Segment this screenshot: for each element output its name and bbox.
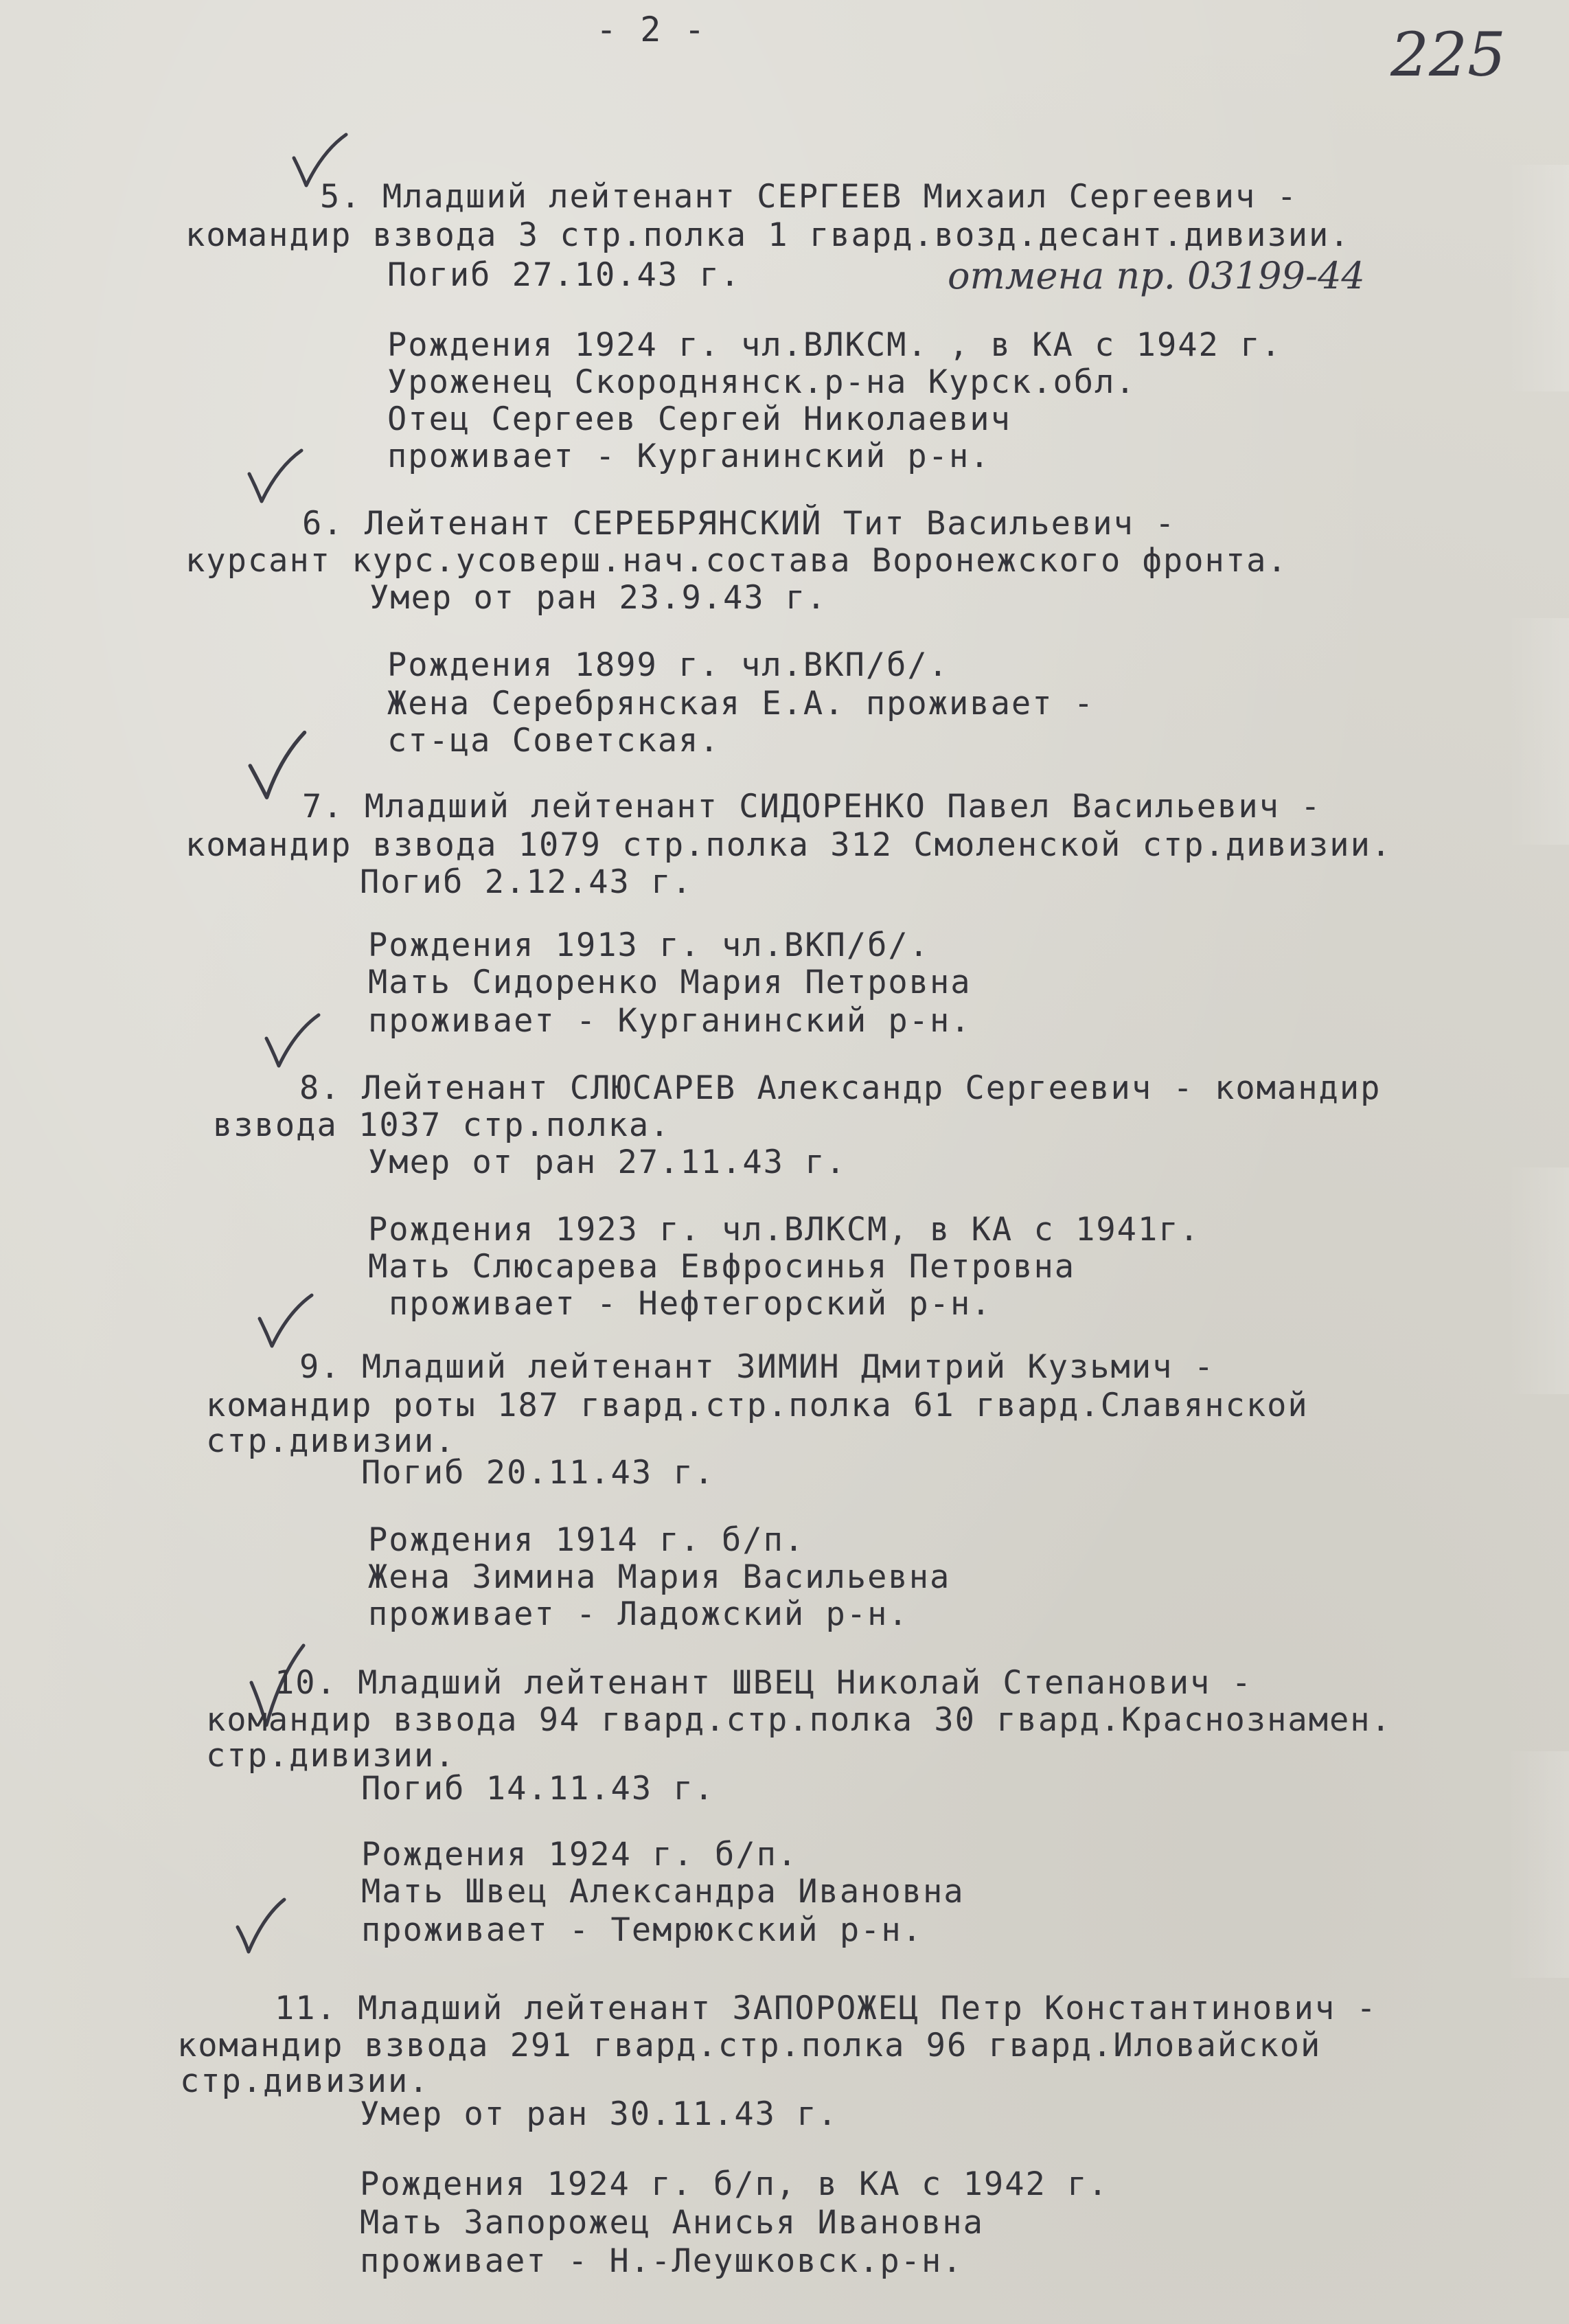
check-mark-icon (244, 446, 306, 508)
check-mark-icon (261, 1011, 323, 1073)
edge-watermark (1507, 618, 1569, 845)
entry-9-detail: Рождения 1914 г. б/п. (368, 1521, 805, 1559)
entry-7-detail: Мать Сидоренко Мария Петровна (368, 964, 972, 1001)
entry-6-fate: Умер от ран 23.9.43 г. (369, 579, 827, 617)
entry-6-unit: курсант курс.усоверш.нач.состава Воронежского фронта. (185, 542, 1288, 580)
entry-9-detail: проживает - Ладожский р-н. (368, 1595, 909, 1633)
edge-watermark (1507, 1751, 1569, 1978)
entry-11-detail: проживает - Н.-Леушковск.р-н. (360, 2242, 963, 2280)
entry-7-heading: 7. Младший лейтенант СИДОРЕНКО Павел Васильевич - (302, 788, 1322, 825)
edge-watermark (1507, 165, 1569, 391)
entry-8-detail: Рождения 1923 г. чл.ВЛКСМ, в КА с 1941г. (368, 1211, 1200, 1249)
edge-watermark (1507, 1167, 1569, 1394)
entry-11-unit: командир взвода 291 гвард.стр.полка 96 гвард.Иловайской (177, 2027, 1322, 2064)
entry-7-fate: Погиб 2.12.43 г. (360, 863, 693, 901)
entry-7-unit: командир взвода 1079 стр.полка 312 Смоленской стр.дивизии. (185, 826, 1393, 864)
entry-6-detail: Жена Серебрянская Е.А. проживает - (387, 685, 1095, 722)
entry-9-fate: Погиб 20.11.43 г. (361, 1454, 715, 1492)
check-mark-icon (254, 1291, 316, 1353)
entry-5-heading: 5. Младший лейтенант СЕРГЕЕВ Михаил Сергеевич - (320, 178, 1298, 216)
entry-8-fate: Умер от ран 27.11.43 г. (368, 1143, 847, 1181)
entry-11-detail: Рождения 1924 г. б/п, в КА с 1942 г. (360, 2165, 1109, 2203)
entry-11-unit: стр.дивизии. (180, 2062, 430, 2100)
entry-5-fate: Погиб 27.10.43 г. (387, 256, 742, 294)
check-mark-icon (233, 1895, 288, 1957)
entry-9-unit: командир роты 187 гвард.стр.полка 61 гвард.Славянской (206, 1387, 1309, 1424)
entry-10-fate: Погиб 14.11.43 г. (361, 1770, 715, 1808)
entry-6-detail: ст-ца Советская. (387, 722, 720, 760)
entry-5-detail: Отец Сергеев Сергей Николаевич (387, 400, 1011, 438)
entry-11-detail: Мать Запорожец Анисья Ивановна (360, 2204, 984, 2242)
entry-8-unit: взвода 1037 стр.полка. (213, 1106, 671, 1144)
entry-7-detail: Рождения 1913 г. чл.ВКП/б/. (368, 926, 930, 964)
entry-9-detail: Жена Зимина Мария Васильевна (368, 1558, 951, 1596)
entry-10-detail: Рождения 1924 г. б/п. (361, 1836, 799, 1873)
entry-6-detail: Рождения 1899 г. чл.ВКП/б/. (387, 646, 950, 684)
entry-5-unit: командир взвода 3 стр.полка 1 гвард.возд.десант.дивизии. (185, 216, 1351, 254)
entry-7-detail: проживает - Курганинский р-н. (368, 1002, 972, 1040)
entry-10-unit: командир взвода 94 гвард.стр.полка 30 гвард.Краснознамен. (206, 1701, 1392, 1739)
entry-5-annotation: отмена пр. 03199-44 (948, 254, 1365, 297)
entry-5-detail: Рождения 1924 г. чл.ВЛКСМ. , в КА с 1942 г. (387, 326, 1282, 364)
archive-page-number: 225 (1390, 19, 1506, 90)
entry-10-unit: стр.дивизии. (206, 1737, 456, 1775)
entry-11-heading: 11. Младший лейтенант ЗАПОРОЖЕЦ Петр Константинович - (275, 1990, 1377, 2027)
entry-11-fate: Умер от ран 30.11.43 г. (360, 2095, 838, 2133)
entry-10-detail: проживает - Темрюкский р-н. (361, 1911, 924, 1949)
entry-8-detail: Мать Слюсарева Евфросинья Петровна (368, 1248, 1076, 1286)
entry-6-heading: 6. Лейтенант СЕРЕБРЯНСКИЙ Тит Васильевич - (302, 505, 1176, 543)
page-number: - 2 - (596, 10, 707, 49)
entry-5-detail: проживает - Курганинский р-н. (387, 437, 991, 475)
entry-10-heading: 10. Младший лейтенант ШВЕЦ Николай Степанович - (275, 1664, 1252, 1702)
entry-8-detail: проживает - Нефтегорский р-н. (389, 1285, 992, 1323)
entry-9-heading: 9. Младший лейтенант ЗИМИН Дмитрий Кузьмич - (299, 1348, 1215, 1386)
entry-8-heading: 8. Лейтенант СЛЮСАРЕВ Александр Сергеевич - командир (299, 1069, 1382, 1107)
entry-5-detail: Уроженец Скороднянск.р-на Курск.обл. (387, 363, 1136, 401)
entry-10-detail: Мать Швец Александра Ивановна (361, 1873, 965, 1911)
entry-9-unit: стр.дивизии. (206, 1422, 456, 1460)
